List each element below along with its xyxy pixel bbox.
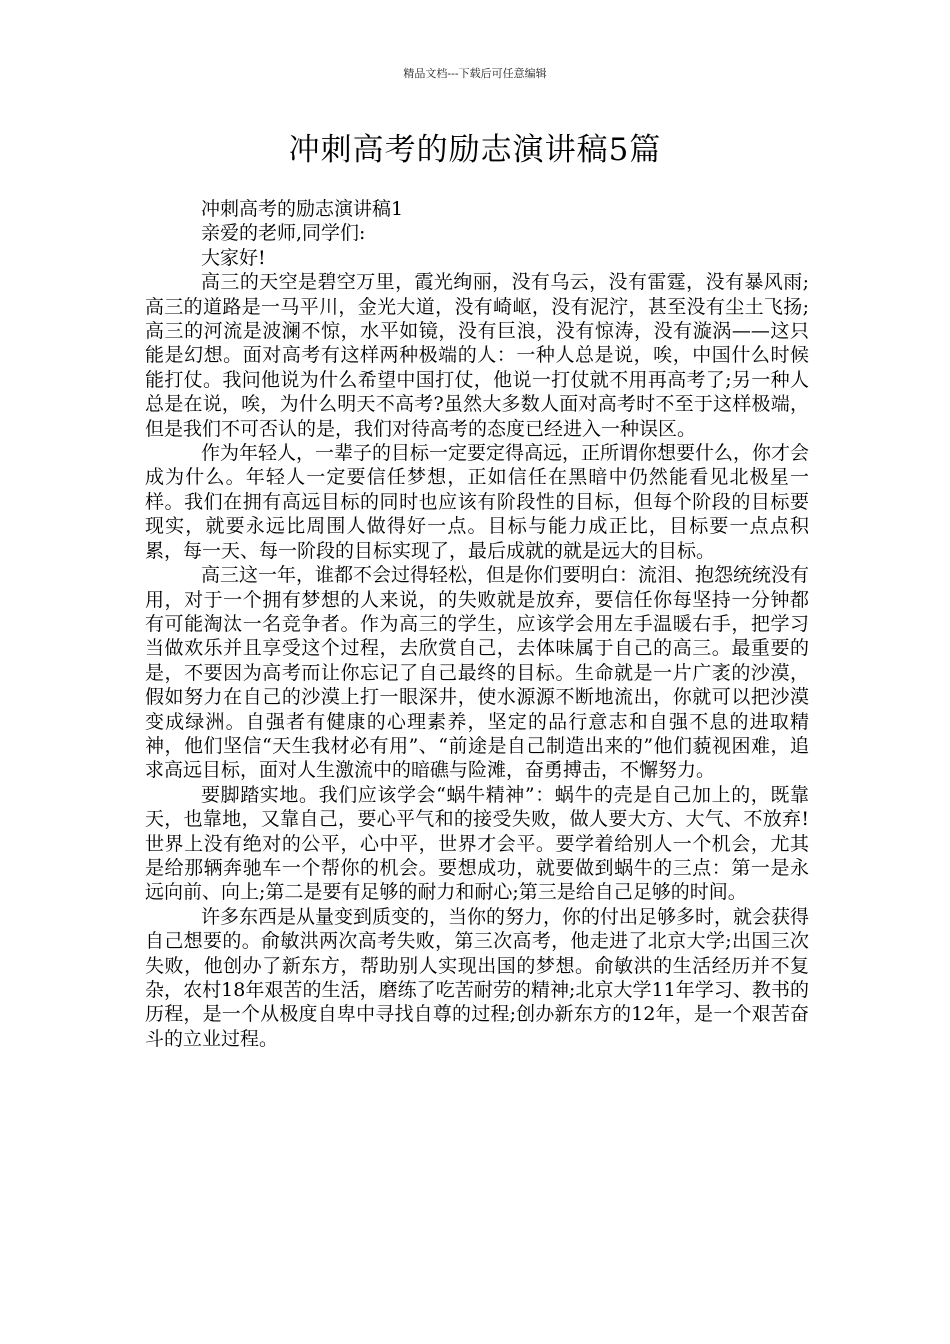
speech-heading: 冲刺高考的励志演讲稿1: [201, 198, 404, 220]
header-note: 精品文档---下载后可任意编辑: [403, 67, 547, 80]
salutation: 亲爱的老师,同学们:: [201, 222, 366, 245]
document-body: [145, 197, 809, 1051]
document-title: 冲刺高考的励志演讲稿5篇: [288, 132, 662, 168]
paragraph-3: 高三这一年，谁都不会过得轻松，但是你们要明白：流泪、抱怨统统没有用，对于一个拥有梦想的人来说，的失败就是放弃，要信任你每坚持一分钟都有可能淘汰一名竞争者。作为高三的学生，应该学会用左手温暖右手，把学习当做欢乐并且享受这个过程，去欣赏自己，去体味属于自己的高三。最重要的是，不要因为高考而让你忘记了自己最终的目标。生命就是一片广袤的沙漠，假如努力在自己的沙漠上打一眼深井，使水源源不断地流出，你就可以把沙漠变成绿洲。自强者有健康的心理素养，坚定的品行意志和自强不息的进取精神，他们坚信“天生我材必有用”、“前途是自己制造出来的”他们藐视困难，追求高远目标，面对人生激流中的暗礁与险滩，奋勇搏击，不懈努力。: [145, 564, 810, 782]
paragraph-4: 要脚踏实地。我们应该学会“蜗牛精神”：蜗牛的壳是自己加上的，既靠天，也靠地，又靠自己，要心平气和的接受失败，做人要大方、大气、不放弃!世界上没有绝对的公平，心中平，世界才会平。要学着给别人一个机会，尤其是给那辆奔驰车一个帮你的机会。要想成功，就要做到蜗牛的三点：第一是永远向前、向上;第二是要有足够的耐力和耐心;第三是给自己足够的时间。: [145, 783, 809, 904]
paragraph-5: 许多东西是从量变到质变的，当你的努力，你的付出足够多时，就会获得自己想要的。俞敏洪两次高考失败，第三次高考，他走进了北京大学;出国三次失败，他创办了新东方，帮助别人实现出国的梦想。俞敏洪的生活经历并不复杂，农村18年艰苦的生活，磨练了吃苦耐劳的精神;北京大学11年学习、教书的历程，是一个从极度自卑中寻找自尊的过程;创办新东方的12年，是一个艰苦奋斗的立业过程。: [145, 905, 810, 1050]
greeting: 大家好!: [201, 246, 266, 269]
paragraph-1: 高三的天空是碧空万里，霞光绚丽，没有乌云，没有雷霆，没有暴风雨;高三的道路是一马平川，金光大道，没有崎岖，没有泥泞，甚至没有尘土飞扬;高三的河流是波澜不惊，水平如镜，没有巨浪，没有惊涛，没有漩涡——这只能是幻想。面对高考有这样两种极端的人：一种人总是说，唉，中国什么时候能打仗。我问他说为什么希望中国打仗，他说一打仗就不用再高考了;另一种人总是在说，唉，为什么明天不高考?虽然大多数人面对高考时不至于这样极端，但是我们不可否认的是，我们对待高考的态度已经进入一种误区。: [145, 271, 809, 440]
paragraph-2: 作为年轻人，一辈子的目标一定要定得高远，正所谓你想要什么，你才会成为什么。年轻人一定要信任梦想，正如信任在黑暗中仍然能看见北极星一样。我们在拥有高远目标的同时也应该有阶段性的目标，但每个阶段的目标要现实，就要永远比周围人做得好一点。目标与能力成正比，目标要一点点积累，每一天、每一阶段的目标实现了，最后成就的就是远大的目标。: [145, 442, 810, 562]
